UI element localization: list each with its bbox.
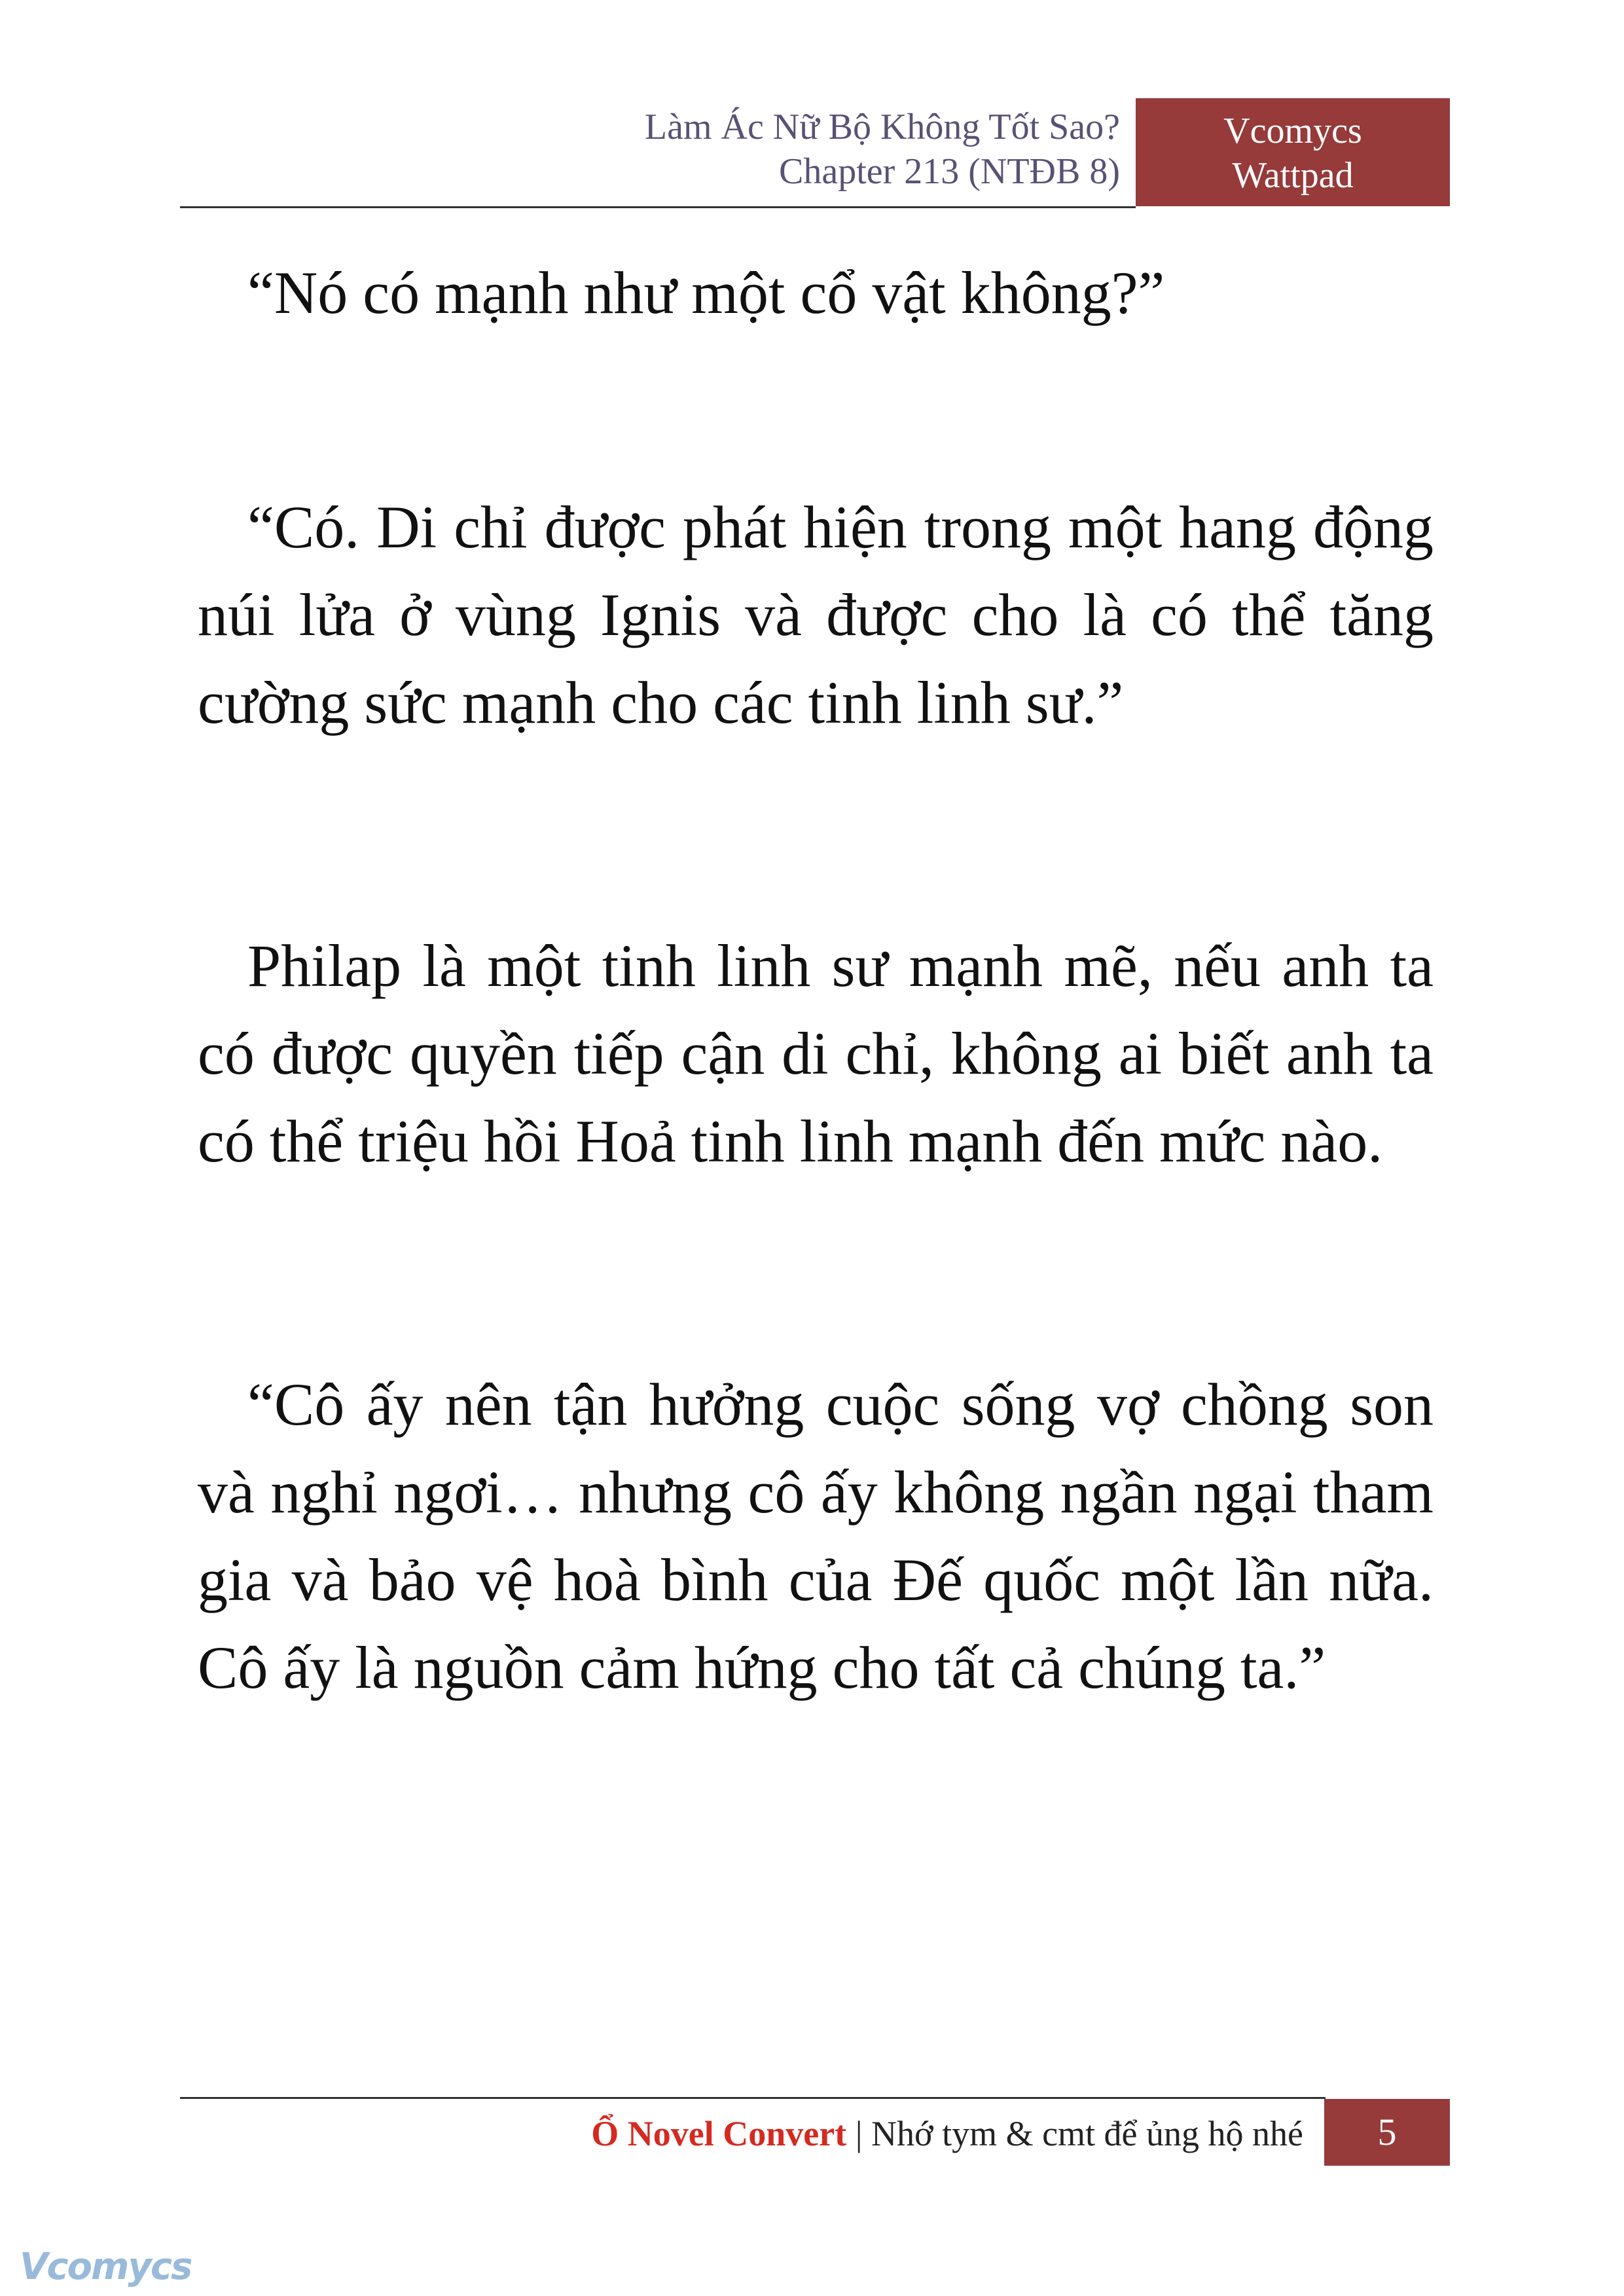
paragraph: “Có. Di chỉ được phát hiện trong một hang động núi lửa ở vùng Ignis và được cho là có thể tăng cường sức mạnh cho các tinh linh sư.”: [198, 494, 1434, 736]
site-name: Vcomycs: [1223, 111, 1362, 151]
chapter-title: Chapter 213 (NTĐB 8): [778, 151, 1120, 192]
header-site-badge: [1136, 98, 1450, 206]
header-book-title: [334, 105, 1120, 194]
paragraph: Philap là một tinh linh sư mạnh mẽ, nếu anh ta có được quyền tiếp cận di chỉ, không ai biết anh ta có thể triệu hồi Hoả tinh linh mạnh đến mức nào.: [198, 932, 1434, 1175]
book-title: Làm Ác Nữ Bộ Không Tốt Sao?: [644, 107, 1120, 147]
footer-divider: [180, 2097, 1326, 2099]
watermark-logo: Vcomycs: [20, 2246, 192, 2288]
header-divider: [180, 206, 1136, 208]
footer-separator: |: [846, 2114, 872, 2153]
page-body: [198, 249, 1434, 1887]
footer-note: Nhớ tym & cmt để ủng hộ nhé: [871, 2114, 1303, 2153]
footer-brand: Ổ Novel Convert: [591, 2114, 847, 2153]
paragraph: “Nó có mạnh như một cổ vật không?”: [247, 259, 1165, 326]
footer-credit: [591, 2103, 1303, 2165]
paragraph: “Cô ấy nên tận hưởng cuộc sống vợ chồng son và nghỉ ngơi… nhưng cô ấy không ngần ngại tham gia và bảo vệ hoà bình của Đế quốc một lần nữa. Cô ấy là nguồn cảm hứng cho tất cả chúng ta.”: [198, 1371, 1434, 1701]
platform-name: Wattpad: [1232, 155, 1354, 196]
page-number: 5: [1324, 2099, 1450, 2166]
